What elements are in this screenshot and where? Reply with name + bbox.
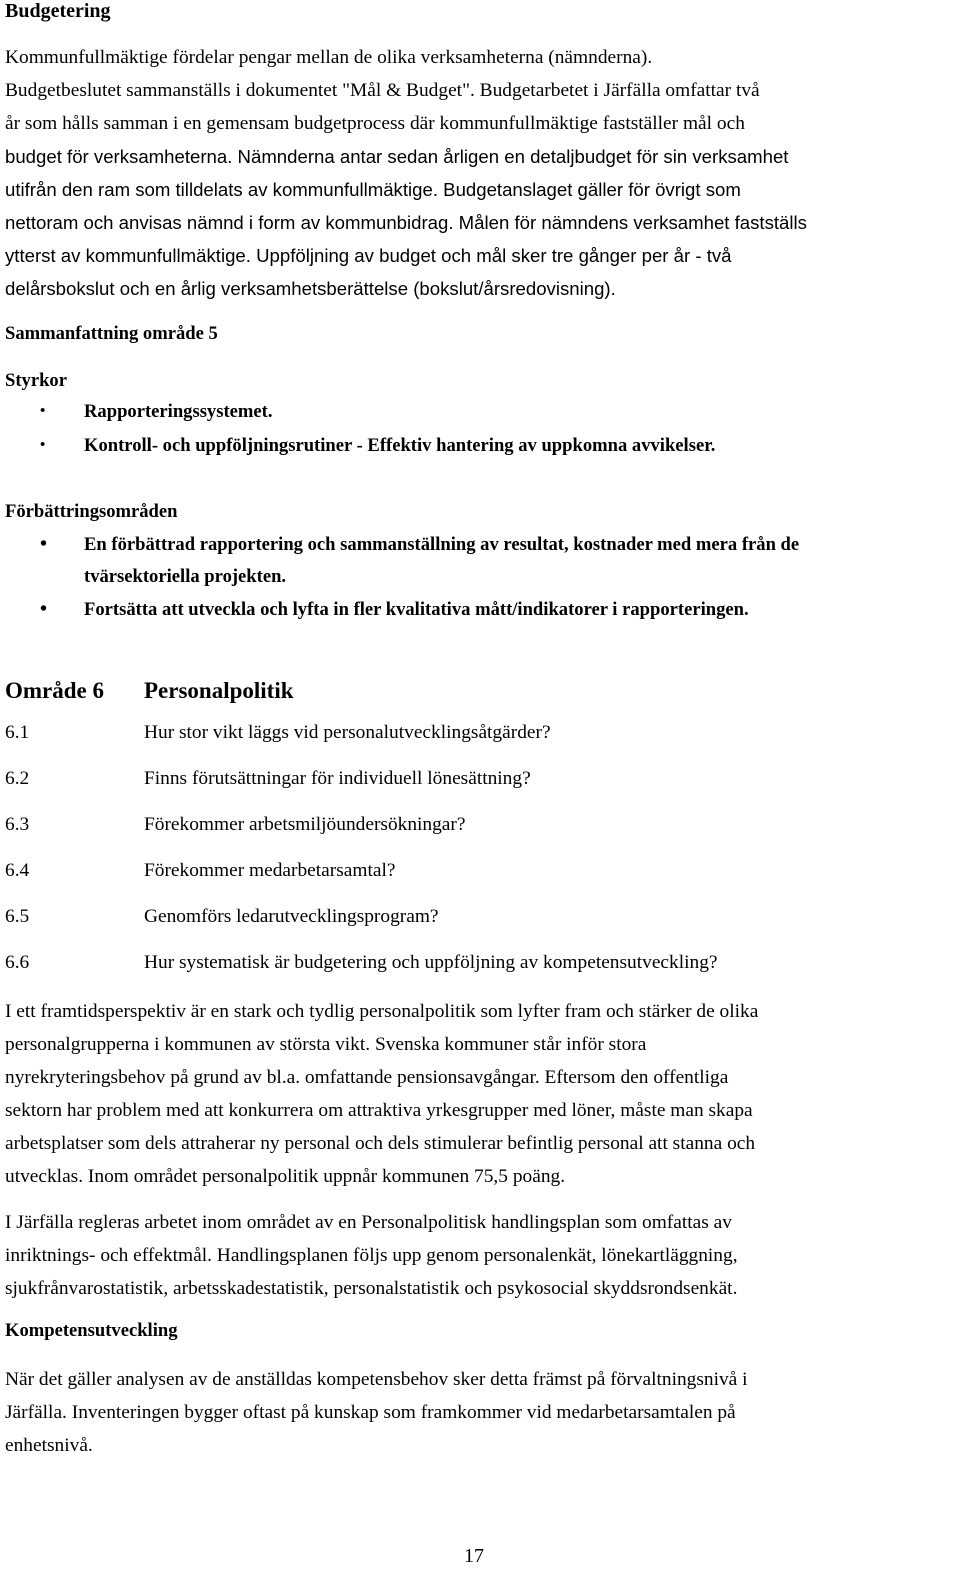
improvement-text: Fortsätta att utveckla och lyfta in fler kvalitativa mått/indikatorer i rapporteringen. [84,599,749,620]
question-row [5,952,718,974]
strengths-heading: Styrkor [5,370,67,391]
personnel-paragraph-line-6: utvecklas. Inom området personalpolitik uppnår kommunen 75,5 poäng. [5,1166,566,1187]
question-number: 6.3 [5,814,30,835]
bullet-icon: • [40,403,46,419]
budget-paragraph-line-4: budget för verksamheterna. Nämnderna antar sedan årligen en detaljbudget för sin verksamhet [5,146,789,167]
question-row [5,814,465,836]
question-text: Genomförs ledarutvecklingsprogram? [144,906,439,927]
question-text: Förekommer medarbetarsamtal? [144,860,396,881]
page-number: 17 [464,1545,484,1567]
plan-paragraph-line-3: sjukfrånvarostatistik, arbetsskadestatistik, personalstatistik och psykosocial skyddsrondsenkät. [5,1278,738,1299]
budget-paragraph-line-6: nettoram och anvisas nämnd i form av kommunbidrag. Målen för nämndens verksamhet fastställs [5,212,807,233]
area-number: Område 6 [5,678,105,703]
competence-heading: Kompetensutveckling [5,1320,178,1341]
budget-paragraph-line-8: delårsbokslut och en årlig verksamhetsberättelse (bokslut/årsredovisning). [5,278,616,299]
plan-paragraph-line-2: inriktnings- och effektmål. Handlingsplanen följs upp genom personalenkät, lönekartläggning, [5,1245,738,1266]
budget-paragraph-line-1: Kommunfullmäktige fördelar pengar mellan de olika verksamheterna (nämnderna). [5,47,653,68]
question-row [5,860,395,882]
plan-paragraph-line-1: I Järfälla regleras arbetet inom området av en Personalpolitisk handlingsplan som omfattas av [5,1212,732,1233]
list-item-improvement-1 [40,533,799,556]
section-heading-budget: Budgetering [5,0,111,22]
area-heading [5,678,294,704]
question-number: 6.6 [5,952,30,973]
area-title: Personalpolitik [144,678,294,703]
bullet-icon: • [40,598,48,620]
bullet-icon: • [40,437,46,453]
improvement-continuation: tvärsektoriella projekten. [84,566,287,587]
improvement-text: En förbättrad rapportering och sammanställning av resultat, kostnader med mera från de [84,534,800,555]
personnel-paragraph-line-5: arbetsplatser som dels attraherar ny personal och dels stimulerar befintlig personal att stanna och [5,1133,756,1154]
personnel-paragraph-line-4: sektorn har problem med att konkurrera om attraktiva yrkesgrupper med löner, måste man skapa [5,1100,753,1121]
question-number: 6.1 [5,722,30,743]
competence-paragraph-line-3: enhetsnivå. [5,1435,93,1456]
question-number: 6.2 [5,768,30,789]
question-row [5,722,551,744]
budget-paragraph-line-5: utifrån den ram som tilldelats av kommunfullmäktige. Budgetanslaget gäller för övrigt som [5,179,741,200]
personnel-paragraph-line-1: I ett framtidsperspektiv är en stark och tydlig personalpolitik som lyfter fram och stärker de olika [5,1001,759,1022]
list-item-strength-1 [40,401,273,423]
personnel-paragraph-line-3: nyrekryteringsbehov på grund av bl.a. omfattande pensionsavgångar. Eftersom den offentliga [5,1067,729,1088]
improvements-heading: Förbättringsområden [5,501,178,522]
question-number: 6.5 [5,906,30,927]
question-row [5,768,531,790]
strength-text: Rapporteringssystemet. [84,401,273,422]
question-text: Förekommer arbetsmiljöundersökningar? [144,814,466,835]
bullet-icon: • [40,533,48,555]
question-row [5,906,439,928]
question-number: 6.4 [5,860,30,881]
competence-paragraph-line-2: Järfälla. Inventeringen bygger oftast på kunskap som framkommer vid medarbetarsamtalen på [5,1402,736,1423]
list-item-improvement-2 [40,598,749,621]
summary-heading: Sammanfattning område 5 [5,323,218,344]
budget-paragraph-line-3: år som hålls samman i en gemensam budgetprocess där kommunfullmäktige fastställer mål och [5,113,745,134]
question-text: Hur systematisk är budgetering och uppföljning av kompetensutveckling? [144,952,718,973]
budget-paragraph-line-7: ytterst av kommunfullmäktige. Uppföljning av budget och mål sker tre gånger per år - två [5,245,732,266]
list-item-strength-2 [40,435,715,457]
budget-paragraph-line-2: Budgetbeslutet sammanställs i dokumentet "Mål & Budget". Budgetarbetet i Järfälla omfattar två [5,80,760,101]
question-text: Finns förutsättningar för individuell lönesättning? [144,768,531,789]
question-text: Hur stor vikt läggs vid personalutvecklingsåtgärder? [144,722,551,743]
strength-text: Kontroll- och uppföljningsrutiner - Effektiv hantering av uppkomna avvikelser. [84,435,716,456]
personnel-paragraph-line-2: personalgrupperna i kommunen av största vikt. Svenska kommuner står inför stora [5,1034,647,1055]
competence-paragraph-line-1: När det gäller analysen av de anställdas kompetensbehov sker detta främst på förvaltningsnivå i [5,1369,748,1390]
